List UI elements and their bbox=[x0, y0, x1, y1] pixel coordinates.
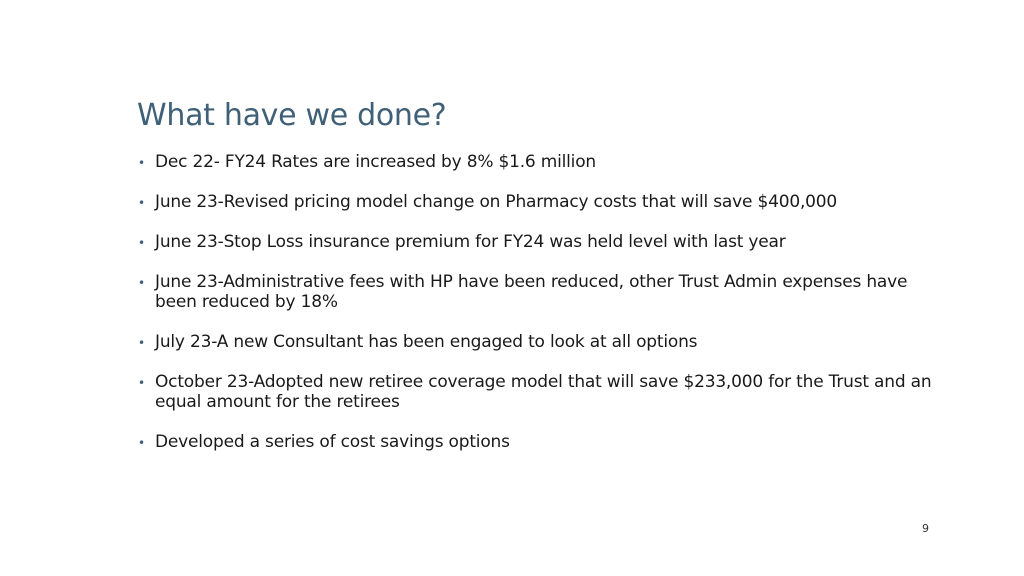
bullet-text: June 23-Stop Loss insurance premium for FY24 was held level with last year bbox=[155, 232, 786, 252]
bullet-icon: • bbox=[138, 376, 145, 390]
bullet-text: October 23-Adopted new retiree coverage model that will save $233,000 for the Trust and an equal amount for the retirees bbox=[155, 372, 932, 412]
bullet-text: June 23-Revised pricing model change on Pharmacy costs that will save $400,000 bbox=[155, 192, 837, 212]
bullet-item bbox=[137, 192, 937, 212]
bullet-item bbox=[137, 152, 937, 172]
page-number: 9 bbox=[922, 522, 929, 535]
bullet-text: July 23-A new Consultant has been engaged to look at all options bbox=[155, 332, 698, 352]
bullet-icon: • bbox=[138, 276, 145, 290]
slide-title: What have we done? bbox=[137, 98, 447, 133]
bullet-icon: • bbox=[138, 156, 145, 170]
bullet-item bbox=[137, 232, 937, 252]
bullet-item bbox=[137, 272, 937, 312]
bullet-icon: • bbox=[138, 196, 145, 210]
bullet-item bbox=[137, 432, 937, 452]
bullet-text: Developed a series of cost savings options bbox=[155, 432, 510, 452]
bullet-text: Dec 22- FY24 Rates are increased by 8% $1.6 million bbox=[155, 152, 596, 172]
bullet-text: June 23-Administrative fees with HP have been reduced, other Trust Admin expenses have been reduced by 18% bbox=[155, 272, 908, 312]
bullet-item bbox=[137, 372, 937, 412]
bullet-icon: • bbox=[138, 236, 145, 250]
bullet-item bbox=[137, 332, 937, 352]
bullet-icon: • bbox=[138, 336, 145, 350]
bullet-list bbox=[137, 152, 937, 472]
bullet-icon: • bbox=[138, 436, 145, 450]
